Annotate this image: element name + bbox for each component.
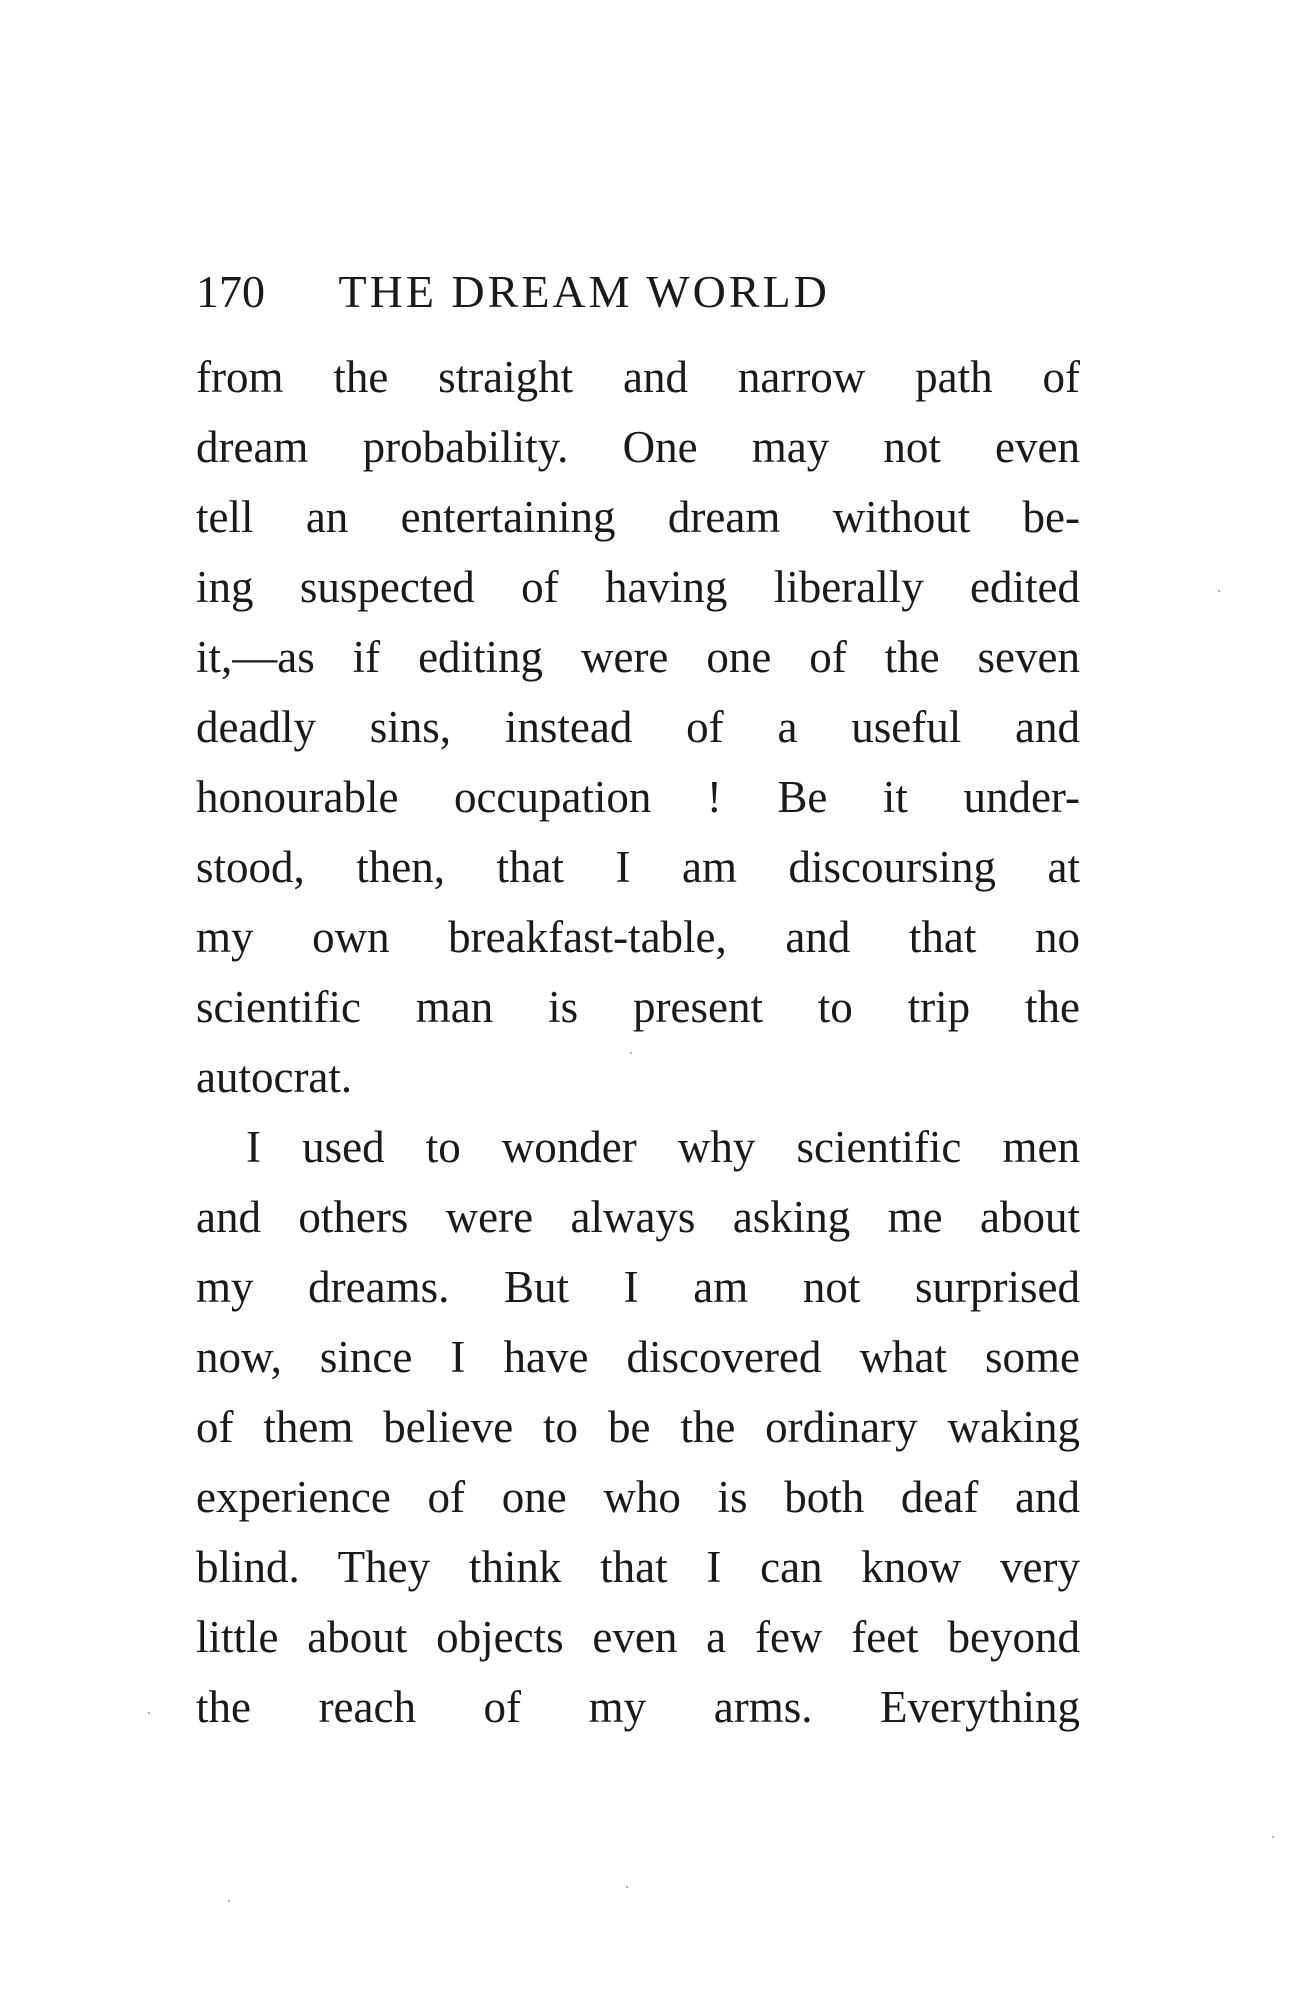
text-line: deadly sins, instead of a useful and	[196, 702, 1080, 752]
text-line: tell an entertaining dream without be-	[196, 492, 1080, 542]
text-line: I used to wonder why scientific men	[246, 1122, 1080, 1172]
text-line: experience of one who is both deaf and	[196, 1472, 1080, 1522]
running-head	[196, 262, 1096, 322]
text-line: dream probability. One may not even	[196, 422, 1080, 472]
text-line: now, since I have discovered what some	[196, 1332, 1080, 1382]
scan-speck	[228, 1900, 230, 1902]
text-line: it,—as if editing were one of the seven	[196, 632, 1080, 682]
text-line: the reach of my arms. Everything	[196, 1682, 1080, 1732]
scan-speck	[630, 1052, 632, 1054]
text-line: blind. They think that I can know very	[196, 1542, 1080, 1592]
scan-speck	[626, 1886, 628, 1888]
text-line: little about objects even a few feet beyond	[196, 1612, 1080, 1662]
text-line: my own breakfast-table, and that no	[196, 912, 1080, 962]
text-line: scientific man is present to trip the	[196, 982, 1080, 1032]
text-line: stood, then, that I am discoursing at	[196, 842, 1080, 892]
text-line: autocrat.	[196, 1052, 353, 1102]
scan-speck	[1218, 590, 1220, 592]
running-title: THE DREAM WORLD	[338, 266, 830, 317]
scan-speck	[148, 1712, 150, 1714]
text-line: of them believe to be the ordinary waking	[196, 1402, 1080, 1452]
text-line: honourable occupation ! Be it under-	[196, 772, 1080, 822]
text-line: ing suspected of having liberally edited	[196, 562, 1080, 612]
scan-speck	[1272, 1836, 1274, 1838]
text-line: from the straight and narrow path of	[196, 352, 1080, 402]
text-line: and others were always asking me about	[196, 1192, 1080, 1242]
text-line: my dreams. But I am not surprised	[196, 1262, 1080, 1312]
page-number: 170	[196, 266, 265, 317]
